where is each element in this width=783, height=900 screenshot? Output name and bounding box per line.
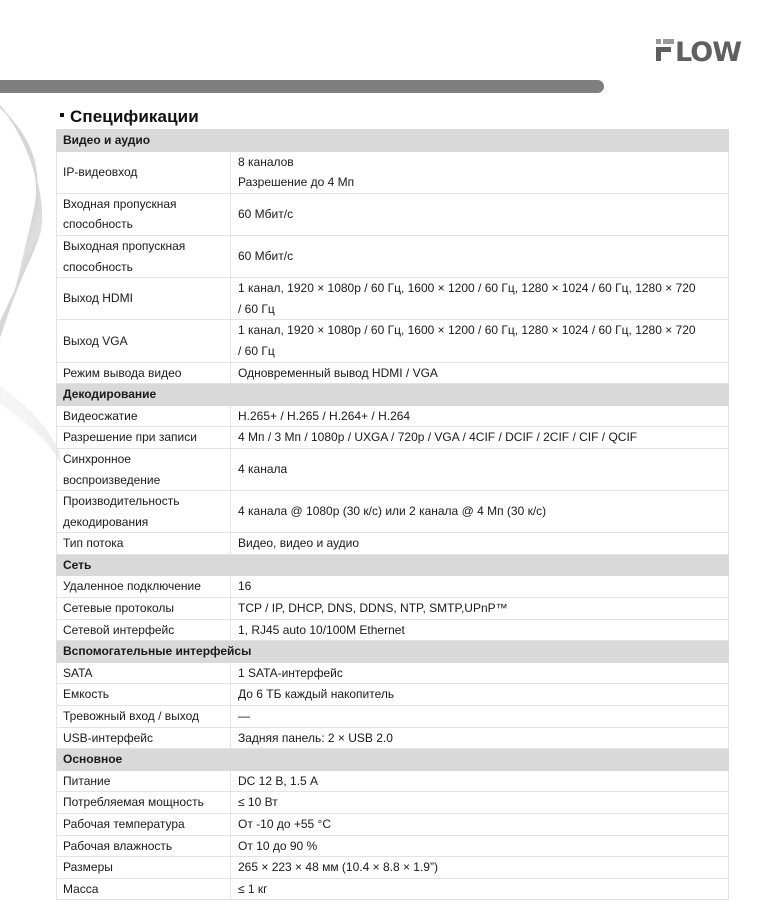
page-title-text: Спецификации [70,107,199,126]
page-title [60,107,199,127]
table-row [57,235,729,277]
section-header: Сеть [57,554,729,576]
spec-value [231,278,729,320]
spec-label [57,405,231,427]
table-row [57,684,729,706]
logo-f-top-right [663,39,674,44]
spec-value-line: 16 [238,579,252,594]
spec-value-line: 60 Мбит/с [238,249,294,264]
spec-value-line: 4 канала [238,462,288,477]
swoosh-line [0,103,37,413]
spec-label [57,598,231,620]
spec-label-line: Режим вывода видео [63,365,182,380]
swoosh-line [0,101,37,408]
spec-label-line: способность [63,217,133,232]
header-bar [0,80,604,93]
spec-value [231,448,729,490]
table-row [57,448,729,490]
section-header-row [57,554,729,576]
spec-value-line: 4 Мп / 3 Мп / 1080p / UXGA / 720p / VGA / 4CIF / DCIF / 2CIF / CIF / QCIF [238,430,638,445]
spec-value-line: Задняя панель: 2 × USB 2.0 [238,730,393,745]
spec-value [231,598,729,620]
spec-label-line: декодирования [63,514,149,529]
logo-f-top-left [656,39,661,44]
spec-value [231,576,729,598]
spec-label-line: Сетевые протоколы [63,601,175,616]
spec-value [231,684,729,706]
spec-value [231,427,729,449]
spec-label [57,662,231,684]
swoosh-line [0,384,60,462]
spec-value [231,320,729,362]
spec-label-line: Рабочая влажность [63,838,173,853]
spec-value-line: Одновременный вывод HDMI / VGA [238,365,438,380]
spec-label [57,491,231,533]
spec-value-line: Видео, видео и аудио [238,536,360,551]
swoosh-line [0,383,60,461]
spec-label-line: Синхронное [63,451,131,466]
spec-value-line: / 60 Гц [238,301,275,316]
swoosh-line [0,382,60,460]
spec-value [231,814,729,836]
swoosh-line [0,95,42,393]
table-row [57,193,729,235]
spec-value-line: / 60 Гц [238,343,275,358]
spec-label [57,857,231,879]
spec-value [231,405,729,427]
spec-label-line: Рабочая температура [63,817,185,831]
spec-label-line: Питание [63,773,111,788]
spec-table-body [57,130,729,900]
spec-value-line: 1 канал, 1920 × 1080p / 60 Гц, 1600 × 1200 / 60 Гц, 1280 × 1024 / 60 Гц, 1280 × 720 [238,281,696,296]
spec-label-line: Масса [63,881,99,896]
swoosh-line [0,101,37,409]
spec-value-line: 60 Мбит/с [238,207,294,222]
spec-value-line: 1 канал, 1920 × 1080p / 60 Гц, 1600 × 1200 / 60 Гц, 1280 × 1024 / 60 Гц, 1280 × 720 [238,323,696,338]
section-header: Видео и аудио [57,130,729,152]
swoosh-line [0,99,38,404]
swoosh-line [0,378,60,457]
section-header: Декодирование [57,384,729,406]
table-row [57,598,729,620]
table-row [57,362,729,384]
swoosh-line [0,99,38,403]
spec-value [231,235,729,277]
spec-label [57,320,231,362]
table-row [57,533,729,555]
swoosh-line [0,373,60,453]
section-header-row [57,641,729,663]
spec-value-line: 265 × 223 × 48 мм (10.4 × 8.8 × 1.9”) [238,860,438,875]
spec-label [57,533,231,555]
spec-label-line: Выход VGA [63,333,128,348]
spec-value [231,706,729,728]
spec-label [57,278,231,320]
spec-label [57,362,231,384]
spec-value [231,619,729,641]
spec-label [57,814,231,836]
spec-value-line: ≤ 1 кг [238,881,268,896]
spec-value-line: DC 12 В, 1.5 А [238,773,319,788]
section-header-row [57,384,729,406]
spec-label-line: Удаленное подключение [63,579,201,594]
spec-label [57,792,231,814]
spec-label [57,770,231,792]
logo-text: LOW [675,37,741,64]
table-row [57,814,729,836]
spec-label-line: Сетевой интерфейс [63,622,175,637]
swoosh-line [0,381,60,459]
spec-label [57,235,231,277]
spec-label-line: Тип потока [63,536,124,551]
swoosh-line [0,376,60,455]
table-row [57,706,729,728]
spec-label-line: Видеосжатие [63,408,138,423]
table-row [57,835,729,857]
spec-value-line: TCP / IP, DHCP, DNS, DDNS, NTP, SMTP,UPnP™ [238,601,508,616]
table-row [57,878,729,900]
spec-value [231,727,729,749]
spec-value-line: Разрешение до 4 Мп [238,175,355,190]
spec-value-line: От -10 до +55 °C [238,817,332,831]
spec-value [231,878,729,900]
swoosh-line [0,104,37,415]
spec-value-line: 4 канала @ 1080p (30 к/с) или 2 канала @ 4 Мп (30 к/с) [238,504,547,519]
spec-value-line: 1 SATA-интерфейс [238,665,343,680]
bullet-icon [60,113,64,117]
table-row [57,619,729,641]
spec-label-line: Емкость [63,687,110,702]
table-row [57,857,729,879]
table-row [57,576,729,598]
spec-value [231,792,729,814]
spec-label [57,427,231,449]
spec-value [231,491,729,533]
spec-label [57,727,231,749]
logo-f-stem [656,47,661,61]
swoosh-line [0,98,39,401]
swoosh-line [0,100,37,406]
table-row [57,662,729,684]
spec-value-line: От 10 до 90 % [238,838,318,853]
table-row [57,792,729,814]
spec-label [57,576,231,598]
spec-label-line: Разрешение при записи [63,430,197,445]
spec-label-line: Потребляемая мощность [63,795,204,810]
table-row [57,278,729,320]
spec-value [231,835,729,857]
swoosh-line [0,96,40,396]
section-header-row [57,749,729,771]
section-header: Основное [57,749,729,771]
spec-label-line: Производительность [63,494,180,509]
swoosh-line [0,103,37,413]
spec-value-line: До 6 ТБ каждый накопитель [238,687,395,702]
swoosh-line [0,375,60,455]
spec-value [231,533,729,555]
swoosh-line [0,98,39,400]
spec-label [57,878,231,900]
spec-label-line: USB-интерфейс [63,730,153,745]
spec-value [231,151,729,193]
spec-value [231,362,729,384]
spec-label [57,706,231,728]
spec-value [231,857,729,879]
spec-table [56,129,729,900]
section-header-row [57,130,729,152]
spec-value-line: 1, RJ45 auto 10/100M Ethernet [238,622,405,637]
swoosh-line [0,379,60,458]
spec-label-line: SATA [63,665,93,680]
flow-logo [655,36,747,64]
spec-value-line: — [238,709,250,724]
spec-label-line: Выходная пропускная [63,238,186,253]
spec-label-line: Размеры [63,860,113,875]
spec-value [231,770,729,792]
spec-value [231,662,729,684]
table-row [57,151,729,193]
swoosh-line [0,105,37,418]
spec-label [57,835,231,857]
table-row [57,427,729,449]
spec-label-line: Выход HDMI [63,291,133,306]
swoosh-line [0,106,37,420]
spec-label-line: способность [63,259,133,274]
swoosh-line [0,374,60,454]
swoosh-line [0,102,37,411]
spec-label-line: воспроизведение [63,472,161,487]
table-row [57,727,729,749]
table-row [57,491,729,533]
section-header: Вспомогательные интерфейсы [57,641,729,663]
table-row [57,405,729,427]
spec-value-line: ≤ 10 Вт [238,795,278,810]
swoosh-line [0,377,60,456]
spec-label [57,448,231,490]
spec-value-line: H.265+ / H.265 / H.264+ / H.264 [238,408,411,423]
table-row [57,320,729,362]
decorative-swoosh-lines [0,93,60,473]
swoosh-line [0,380,60,459]
spec-label [57,619,231,641]
spec-label [57,151,231,193]
swoosh-line [0,105,37,417]
spec-label-line: IP-видеовход [63,164,138,179]
spec-label [57,193,231,235]
swoosh-line [0,96,41,395]
spec-label-line: Тревожный вход / выход [63,709,200,724]
spec-label-line: Входная пропускная [63,196,177,211]
spec-value-line: 8 каналов [238,154,294,169]
logo-f-bar [661,47,671,52]
swoosh-line [0,97,40,398]
spec-value [231,193,729,235]
spec-label [57,684,231,706]
table-row [57,770,729,792]
